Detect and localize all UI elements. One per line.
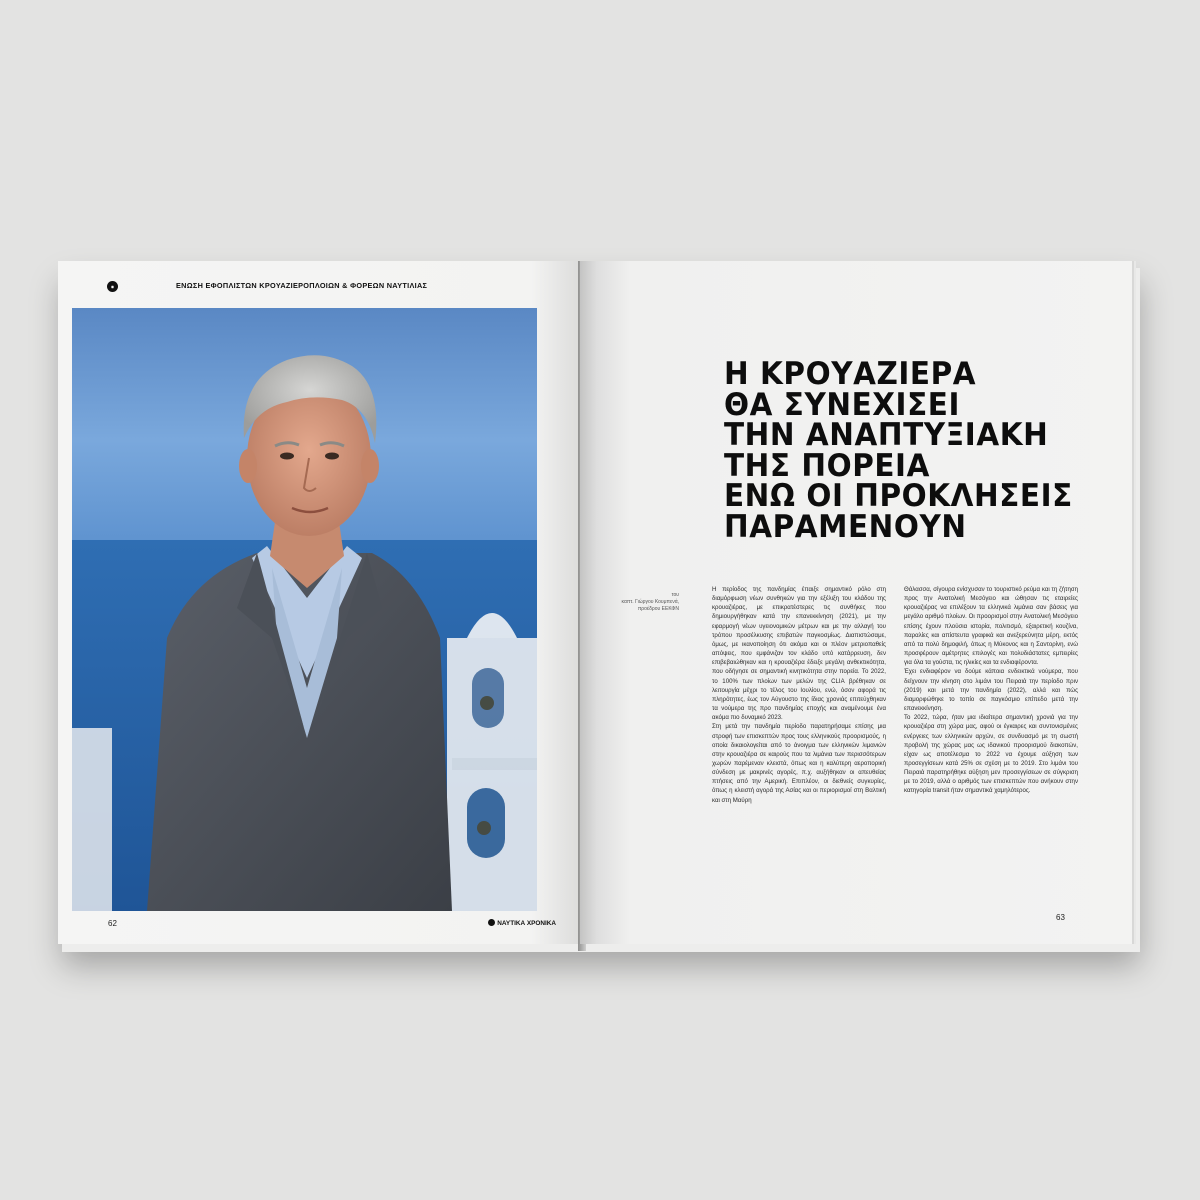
byline-title: προέδρου ΕΕΚΦΝ	[637, 606, 679, 613]
paragraph: Στη μετά την πανδημία περίοδο παρατηρήσαμε επίσης μια στροφή των επισκεπτών προς τους ελληνικούς προορισμούς, η οποία δικαιολογείται από το άνοιγμα των ελληνικών λιμανιών στην κρουαζιέρα σε καιρούς που τα λιμάνια των περισσότερων χωρών παρέμεναν κλειστά, όπως και η καλύτερη αεροπορική σύνδεση με μακρινές αγορές, π.χ. αυξήθηκαν οι απευθείας πτήσεις από την Αμερική. Επιπλέον, οι διεθνείς συγκυρίες, όπως η κλειστή αγορά της Ασίας και οι περιορισμοί στη Βαλτική και στη Μαύρη	[712, 723, 886, 804]
magazine-brand	[488, 919, 556, 927]
portrait-photo	[72, 308, 537, 911]
paragraph: Η περίοδος της πανδημίας έπαιξε σημαντικό ρόλο στη διαμόρφωση νέων συνθηκών για την εξέλιξη του κλάδου της κρουαζιέρας, με επικρατέστερες τις συνθήκες που δημιουργήθηκαν κατά την επανεκκίνηση (2021), με την εφαρμογή νέων υγειονομικών μέτρων και με την αλλαγή του τρόπου προσέλκυσης επιβατών παγκοσμίως. Διαπιστώσαμε, όμως, με ικανοποίηση ότι ακόμα και οι πλέον μετριοπαθείς απόψεις, που εμφάνιζαν τον κλάδο υπό κατάρρευση, δεν επιβεβαιώθηκαν και η κρουαζιέρα έδειξε μεγάλη ανθεκτικότητα, που οδήγησε σε σημαντική κινητικότητα στην πορεία. Το 2022, το 100% των πλοίων των μελών της CLIA βρέθηκαν σε λειτουργία μέχρι το τέλος του Ιουλίου, ενώ, όσον αφορά τις πληρότητες, έως τον Αύγουστο της ίδιας χρονιάς επιτεύχθηκαν τα νούμερα της προ πανδημίας εποχής και αναμένουμε ένα ακόμα πιο δυναμικό 2023.	[712, 586, 886, 722]
publisher-logo-icon: ◉	[107, 281, 118, 292]
right-eye	[325, 453, 339, 460]
paragraph: Το 2022, τώρα, ήταν μια ιδιαίτερα σημαντική χρονιά για την κρουαζιέρα στη χώρα μας, αφού οι έγκαιρες και συντονισμένες ενέργειες των ελληνικών αρχών, σε συνδυασμό με τη σωστή προβολή της χώρας μας ως ιδανικού προορισμού διακοπών, είχαν ως αποτέλεσμα το 2022 να έχουμε αύξηση των προσεγγίσεων κατά 25% σε σχέση με το 2019. Στο λιμάνι του Πειραιά παρατηρήθηκε αύξηση μεν προσεγγίσεων σε σύγκριση με το 2019, αλλά ο αριθμός των επισκεπτών που ανήκουν στην κατηγορία transit ήταν σημαντικά χαμηλότερος.	[904, 714, 1078, 795]
article-column-2	[904, 585, 1078, 796]
white-wall	[72, 728, 112, 911]
headline-line: ΤΗΣ ΠΟΡΕΙΑ	[724, 447, 930, 484]
headline-line: ΤΗΝ ΑΝΑΠΤΥΞΙΑΚΗ	[724, 417, 1049, 454]
byline-prefix: του	[671, 592, 679, 598]
church-building	[447, 613, 537, 911]
right-page	[580, 261, 1132, 944]
left-page	[58, 261, 596, 944]
left-ear	[239, 449, 257, 483]
headline-line: Η ΚΡΟΥΑΖΙΕΡΑ	[724, 356, 977, 392]
headline-line: ΕΝΩ ΟΙ ΠΡΟΚΛΗΣΕΙΣ	[724, 478, 1073, 515]
paragraph: Έχει ενδιαφέρον να δούμε κάποια ενδεικτικά νούμερα, που δείχνουν την κίνηση στο λιμάνι του Πειραιά την περίοδο πριν (2019) και μετά την πανδημία (2022), αλλά και πώς διαμορφώθηκε το τοπίο σε παγκόσμιο επίπεδο μετά την επανεκκίνηση.	[904, 668, 1078, 713]
brand-logo-icon	[488, 919, 495, 926]
article-headline	[724, 356, 1104, 545]
headline-line: ΘΑ ΣΥΝΕΧΙΣΕΙ	[724, 386, 960, 423]
author-byline	[588, 592, 679, 614]
portrait-illustration	[72, 308, 537, 911]
headline-line: ΠΑΡΑΜΕΝΟΥΝ	[724, 508, 967, 545]
page-header-title: ΕΝΩΣΗ ΕΦΟΠΛΙΣΤΩΝ ΚΡΟΥΑΖΙΕΡΟΠΛΟΙΩΝ & ΦΟΡΕΩΝ ΝΑΥΤΙΛΙΑΣ	[176, 281, 428, 290]
brand-name: ΝΑΥΤΙΚΑ ΧΡΟΝΙΚΑ	[497, 920, 556, 927]
article-column-1	[712, 585, 886, 805]
paragraph: Θάλασσα, σίγουρα ενίσχυσαν το τουριστικό ρεύμα και τη ζήτηση προς την Ανατολική Μεσόγειο και ώθησαν τις εταιρείες κρουαζιέρας να επιλέξουν τα ελληνικά λιμάνια σαν βάσεις για μεγάλο αριθμό πλοίων. Οι προορισμοί στην Ανατολική Μεσόγειο επίσης έχουν πλούσια ιστορία, πολιτισμό, εξαιρετική κουζίνα, παραλίες και απίστευτα γραφικά και ανεξερεύνητα μέρη, εκτός από τα πολύ δημοφιλή, όπως η Μύκονος και η Σαντορίνη, ενώ προσφέρουν αμέτρητες επιλογές και πολυδιάστατες εμπειρίες για όλα τα γούστα, τις ηλικίες και τα ενδιαφέροντα.	[904, 586, 1078, 667]
page-number-left: 62	[108, 919, 117, 928]
left-eye	[280, 453, 294, 460]
page-number-right: 63	[1056, 913, 1065, 922]
byline-name: καπτ. Γιώργου Κουμπενά,	[621, 599, 679, 606]
right-ear	[361, 449, 379, 483]
